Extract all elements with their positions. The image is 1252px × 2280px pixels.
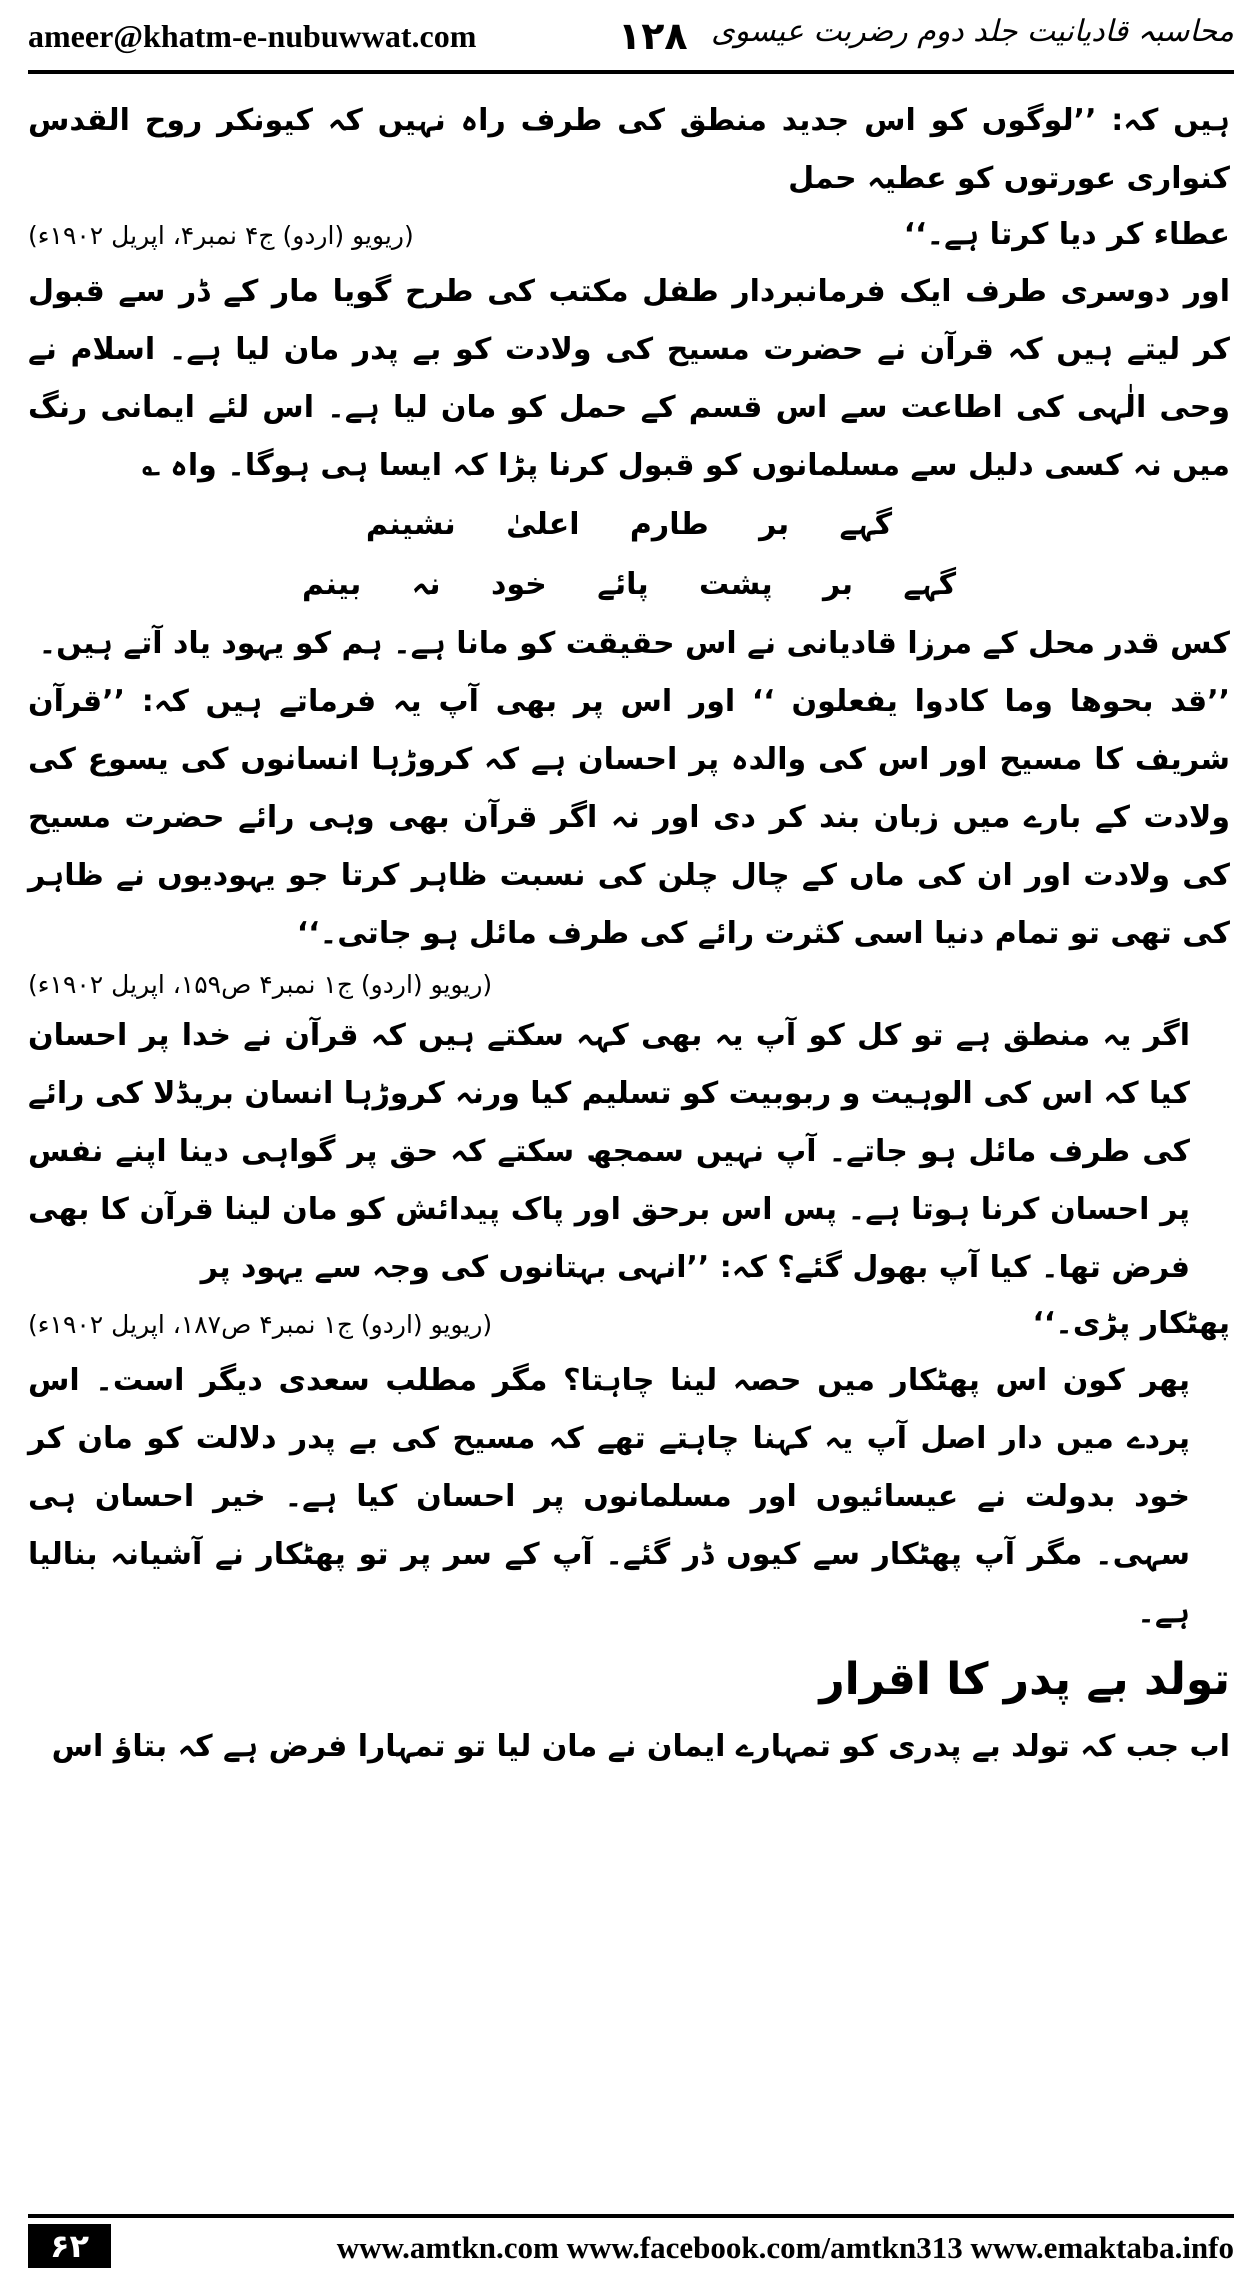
section-heading: تولد بے پدر کا اقرار <box>819 1654 1230 1705</box>
header-divider <box>28 70 1234 74</box>
reference-2: (ریویو (اردو) ج۱ نمبر۴ ص۱۵۹، اپریل ۱۹۰۲ء) <box>28 970 493 999</box>
header-book-title: محاسبہ قادیانیت جلد دوم رضربت عیسوی <box>711 14 1234 49</box>
paragraph-5-end: پھٹکار پڑی۔‘‘ <box>1032 1306 1230 1341</box>
paragraph-4: ’’قد بحوھا وما کادوا یفعلون ‘‘ اور اس پر بھی آپ یہ فرماتے ہیں کہ: ’’قرآن شریف کا مسیح اور اس کی والدہ پر احسان ہے کہ کروڑہا انسانوں کی یسوع کی ولادت کے بارے میں زبان بند کر دی اور نہ اگر قرآن بھی وہی رائے حضرت مسیح کی ولادت اور ان کی ماں کے چال چلن کی نسبت ظاہر کرتا جو یہودیوں نے ظاہر کی تھی تو تمام دنیا اسی کثرت رائے کی طرف مائل ہو جاتی۔‘‘ <box>28 684 1230 951</box>
header-page-number: ۱۲۸ <box>618 14 688 58</box>
verse-line-1: گہے بر طارم اعلیٰ نشینم <box>365 507 893 542</box>
reference-3: (ریویو (اردو) ج۱ نمبر۴ ص۱۸۷، اپریل ۱۹۰۲ء) <box>28 1310 493 1339</box>
page-body <box>28 92 1230 1776</box>
footer-websites: www.amtkn.com www.facebook.com/amtkn313 www.emaktaba.info <box>336 2230 1234 2265</box>
reference-1: (ریویو (اردو) ج۴ نمبر۴، اپریل ۱۹۰۲ء) <box>28 221 414 250</box>
page-header <box>28 14 1234 66</box>
footer-divider <box>28 2214 1234 2218</box>
paragraph-3: کس قدر محل کے مرزا قادیانی نے اس حقیقت کو مانا ہے۔ ہم کو یہود یاد آتے ہیں۔ <box>38 626 1230 661</box>
paragraph-1-end-row <box>28 208 1230 263</box>
paragraph-1-end: عطاء کر دیا کرتا ہے۔‘‘ <box>903 217 1230 252</box>
verse-line-2: گہے بر پشت پائے خود نہ بینم <box>301 567 957 602</box>
footer-page-number: ۶۲ <box>28 2224 111 2268</box>
paragraph-6: پھر کون اس پھٹکار میں حصہ لینا چاہتا؟ مگر مطلب سعدی دیگر است۔ اس پردے میں دار اصل آپ یہ کہنا چاہتے تھے کہ مسیح کی بے پدر دلالت کو مان کر خود بدولت نے عیسائیوں اور مسلمانوں پر احسان کیا ہے۔ خیر احسان ہی سہی۔ مگر آپ پھٹکار سے کیوں ڈر گئے۔ آپ کے سر پر تو پھٹکار نے آشیانہ بنالیا ہے۔ <box>28 1363 1190 1630</box>
paragraph-2: اور دوسری طرف ایک فرمانبردار طفل مکتب کی طرح گویا مار کے ڈر سے قبول کر لیتے ہیں کہ قرآن نے حضرت مسیح کی ولادت کو بے پدر مان لیا ہے۔ اسلام نے وحی الٰہی کی اطاعت سے اس قسم کے حمل کو مان لیا ہے۔ اس لئے ایمانی رنگ میں نہ کسی دلیل سے مسلمانوں کو قبول کرنا پڑا کہ ایسا ہی ہوگا۔ واہ ؎ <box>28 274 1230 483</box>
page-footer <box>28 2224 1234 2270</box>
paragraph-1: ہیں کہ: ’’لوگوں کو اس جدید منطق کی طرف راہ نہیں کہ کیونکر روح القدس کنواری عورتوں کو عطیہ حمل <box>28 103 1230 196</box>
header-email: ameer@khatm-e-nubuwwat.com <box>28 18 477 54</box>
paragraph-5-end-row <box>28 1297 1230 1352</box>
paragraph-5: اگر یہ منطق ہے تو کل کو آپ یہ بھی کہہ سکتے ہیں کہ قرآن نے خدا پر احسان کیا کہ اس کی الوہیت و ربوبیت کو تسلیم کیا ورنہ کروڑہا انسان بریڈلا کی رائے کی طرف مائل ہو جاتے۔ آپ نہیں سمجھ سکتے کہ حق پر گواہی دینا اپنے نفس پر احسان کرنا ہوتا ہے۔ پس اس برحق اور پاک پیدائش کو مان لینا قرآن کا بھی فرض تھا۔ کیا آپ بھول گئے؟ کہ: ’’انہی بہتانوں کی وجہ سے یہود پر <box>28 1018 1190 1285</box>
paragraph-7: اب جب کہ تولد بے پدری کو تمہارے ایمان نے مان لیا تو تمہارا فرض ہے کہ بتاؤ اس <box>51 1729 1230 1764</box>
